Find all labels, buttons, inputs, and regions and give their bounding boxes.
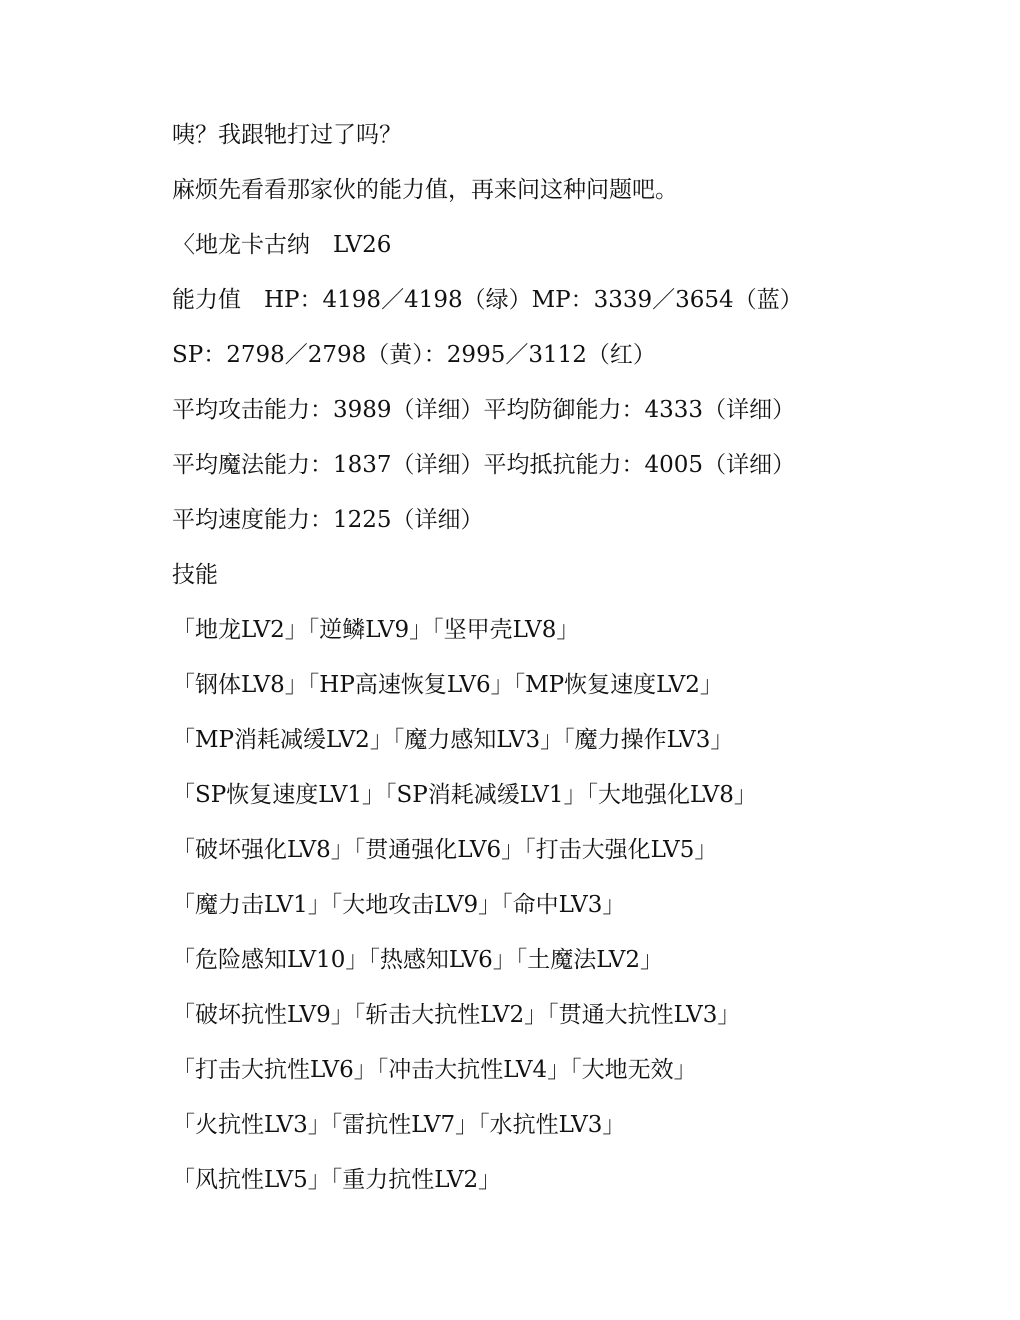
stats-attack-defense: 平均攻击能力：3989（详细）平均防御能力：4333（详细） (172, 397, 796, 423)
status-header: 〈地龙卡古纳 LV26 (172, 232, 392, 258)
skills-line-1: 「地龙LV2」「逆鳞LV9」「坚甲壳LV8」 (172, 617, 580, 643)
dialogue-line-2: 麻烦先看看那家伙的能力值，再来问这种问题吧。 (172, 177, 678, 203)
document-body (172, 117, 952, 1217)
skills-line-11: 「风抗性LV5」「重力抗性LV2」 (172, 1167, 502, 1193)
skills-line-7: 「危险感知LV10」「热感知LV6」「土魔法LV2」 (172, 947, 663, 973)
skills-line-5: 「破坏强化LV8」「贯通强化LV6」「打击大强化LV5」 (172, 837, 718, 863)
skills-line-10: 「火抗性LV3」「雷抗性LV7」「水抗性LV3」 (172, 1112, 626, 1138)
dialogue-line-1: 咦？我跟牠打过了吗？ (172, 122, 402, 148)
skills-line-4: 「SP恢复速度LV1」「SP消耗减缓LV1」「大地强化LV8」 (172, 782, 757, 808)
skills-line-8: 「破坏抗性LV9」「斩击大抗性LV2」「贯通大抗性LV3」 (172, 1002, 741, 1028)
skills-line-2: 「钢体LV8」「HP高速恢复LV6」「MP恢复速度LV2」 (172, 672, 723, 698)
skills-line-3: 「MP消耗减缓LV2」「魔力感知LV3」「魔力操作LV3」 (172, 727, 734, 753)
skills-line-6: 「魔力击LV1」「大地攻击LV9」「命中LV3」 (172, 892, 626, 918)
stats-hp-mp: 能力值 HP：4198／4198（绿）MP：3339／3654（蓝） (172, 287, 803, 313)
stats-speed: 平均速度能力：1225（详细） (172, 507, 484, 533)
skills-line-9: 「打击大抗性LV6」「冲击大抗性LV4」「大地无效」 (172, 1057, 697, 1083)
stats-magic-resistance: 平均魔法能力：1837（详细）平均抵抗能力：4005（详细） (172, 452, 796, 478)
stats-sp: SP：2798／2798（黄）：2995／3112（红） (172, 342, 656, 368)
skills-heading: 技能 (172, 562, 218, 588)
